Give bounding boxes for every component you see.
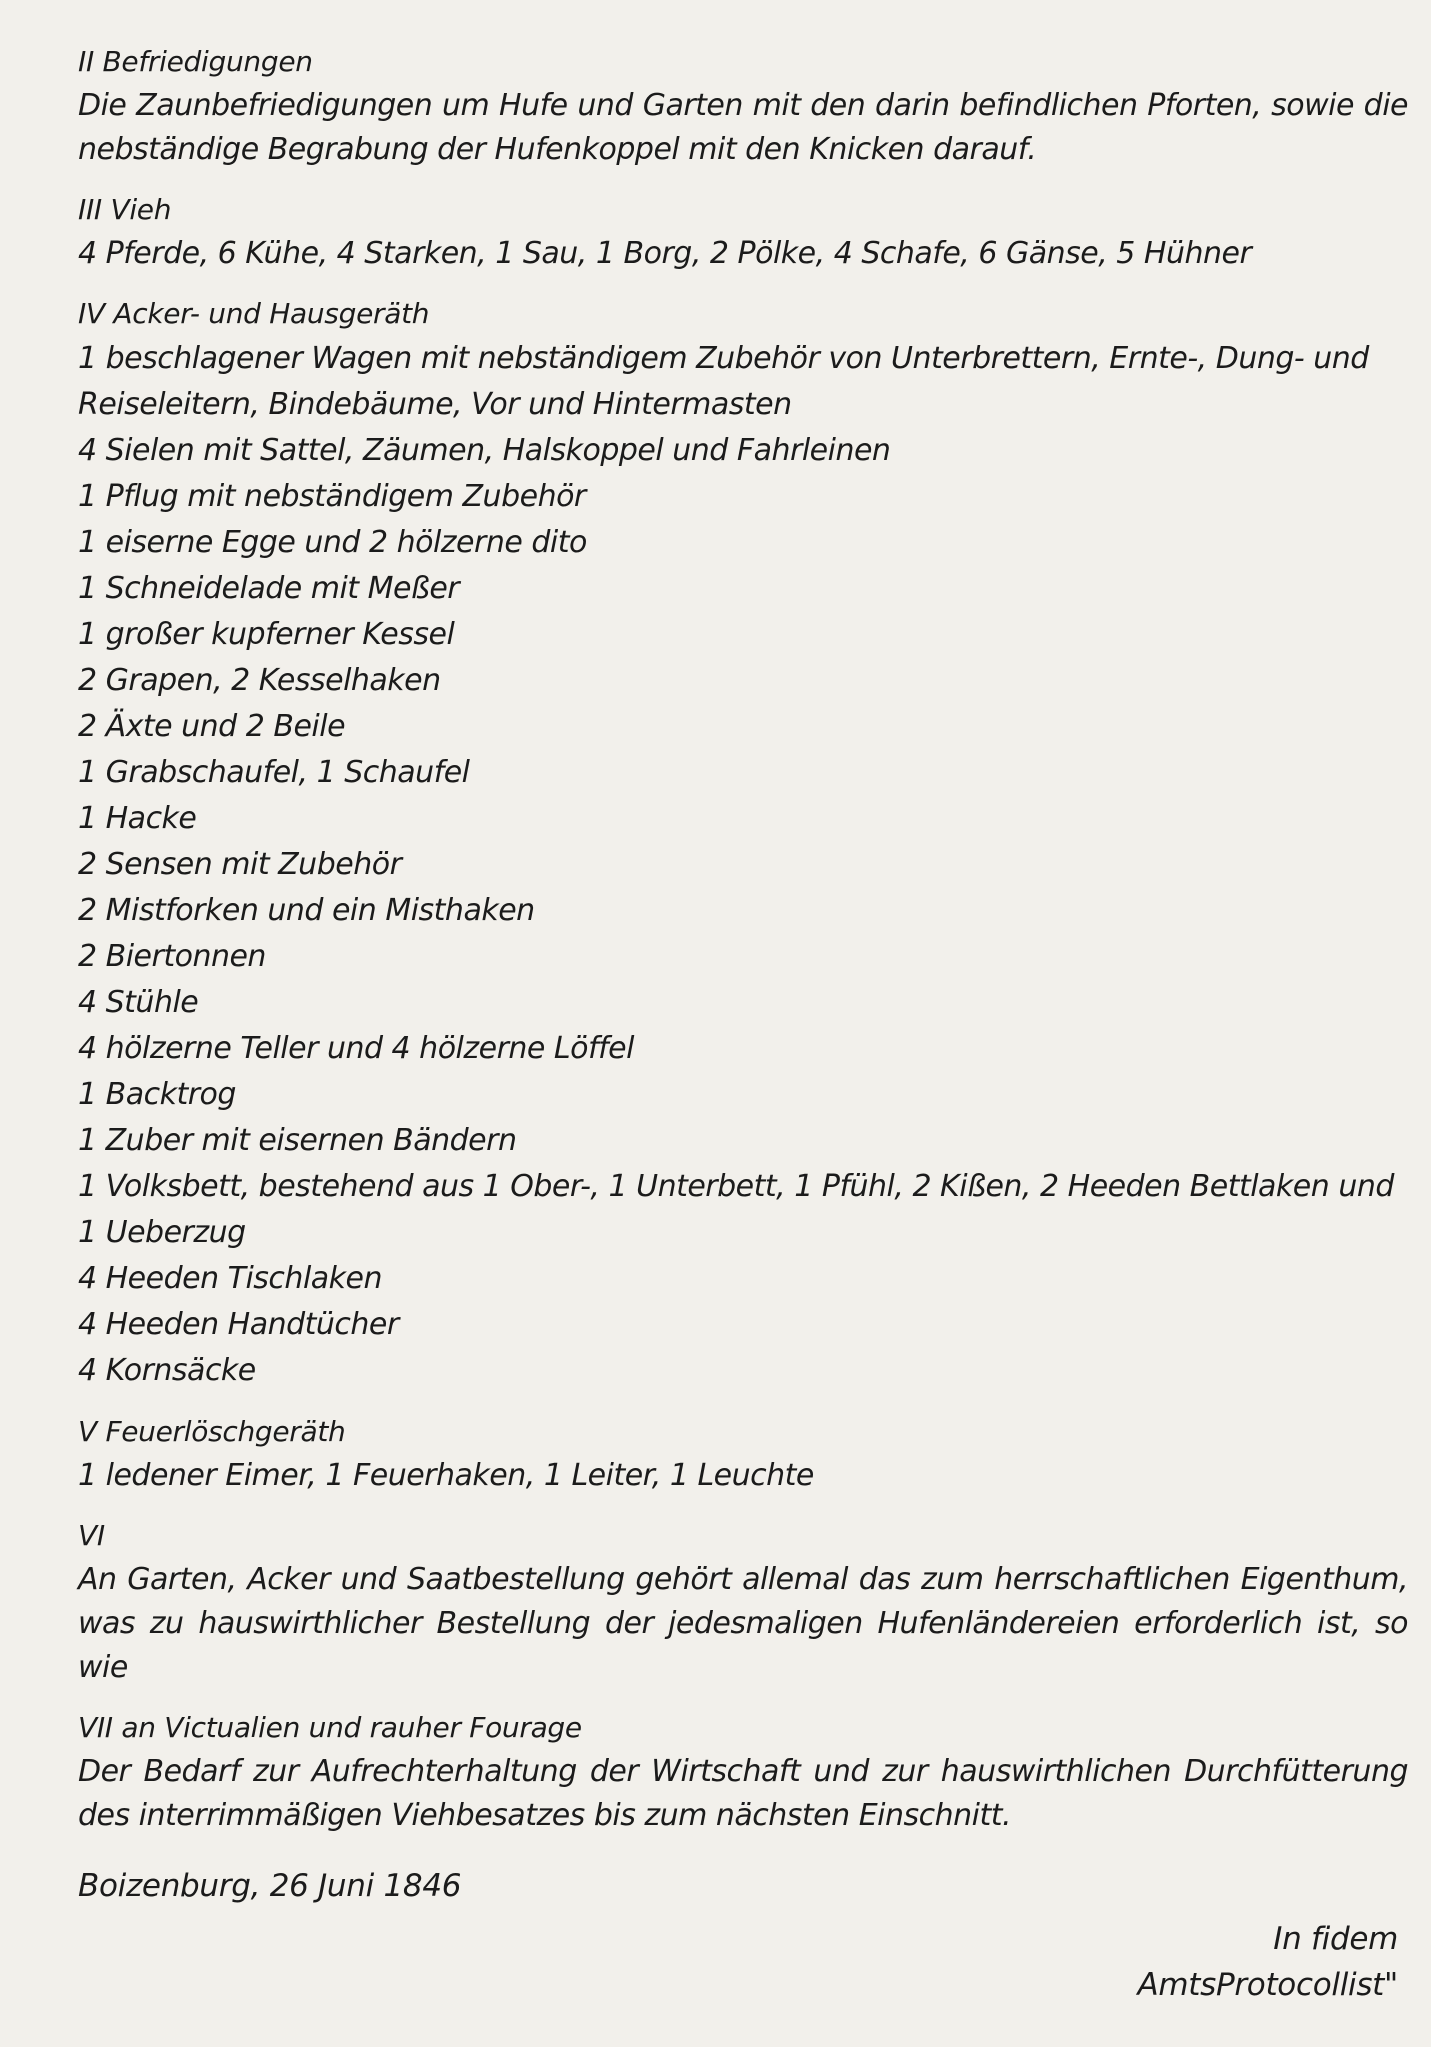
section-text: 1 ledener Eimer, 1 Feuerhaken, 1 Leiter, 1 Leuchte	[78, 1458, 814, 1493]
section-heading: V Feuerlöschgeräth	[78, 1415, 346, 1448]
document-page	[78, 40, 1408, 2030]
section-heading: VII an Victualien und rauher Fourage	[78, 1711, 582, 1744]
place-date: Boizenburg, 26 Juni 1846	[78, 1868, 462, 1904]
list-item: 1 Hacke	[78, 801, 197, 836]
list-item: 1 Backtrog	[78, 1077, 236, 1112]
section-heading: VI	[78, 1519, 105, 1552]
list-item: 2 Biertonnen	[78, 939, 266, 974]
list-item: 1 beschlagener Wagen mit nebständigem Zubehör von Unterbrettern, Ernte-, Dung- und Reiseleitern, Bindebäume, Vor und Hintermasten	[78, 341, 1369, 422]
section-feuerloeschgeraeth	[78, 1410, 1408, 1498]
list-item: 4 hölzerne Teller und 4 hölzerne Löffel	[78, 1031, 634, 1066]
list-item: 1 Pflug mit nebständigem Zubehör	[78, 479, 586, 514]
list-item: 2 Äxte und 2 Beile	[78, 709, 346, 744]
list-item: 2 Grapen, 2 Kesselhaken	[78, 663, 441, 698]
section-text: 4 Pferde, 6 Kühe, 4 Starken, 1 Sau, 1 Borg, 2 Pölke, 4 Schafe, 6 Gänse, 5 Hühner	[78, 236, 1252, 271]
section-heading: IV Acker- und Hausgeräth	[78, 297, 430, 330]
signature-title: AmtsProtocollist"	[1137, 1967, 1398, 2003]
section-text: Der Bedarf zur Aufrechterhaltung der Wirtschaft und zur hauswirthlichen Durchfütterung des interrimmäßigen Viehbesatzes bis zum nächsten Einschnitt.	[78, 1754, 1408, 1833]
list-item: 1 Zuber mit eisernen Bändern	[78, 1123, 517, 1158]
list-item: 1 eiserne Egge und 2 hölzerne dito	[78, 525, 587, 560]
list-item: 1 Grabschaufel, 1 Schaufel	[78, 755, 470, 790]
section-text: An Garten, Acker und Saatbestellung gehört allemal das zum herrschaftlichen Eigenthum, was zu hauswirthlicher Bestellung der jedesmaligen Hufenländereien erforderlich ist, so wie	[78, 1562, 1408, 1685]
section-heading: II Befriedigungen	[78, 45, 313, 78]
list-item: 2 Sensen mit Zubehör	[78, 847, 402, 882]
list-item: 4 Sielen mit Sattel, Zäumen, Halskoppel und Fahrleinen	[78, 433, 891, 468]
list-item: 4 Heeden Tischlaken	[78, 1261, 383, 1296]
list-item: 1 Schneidelade mit Meßer	[78, 571, 460, 606]
list-item: 1 großer kupferner Kessel	[78, 617, 455, 652]
signature-line: In fidem	[1273, 1921, 1398, 1957]
list-item: 4 Stühle	[78, 985, 199, 1020]
section-geraeth	[78, 292, 1408, 1394]
section-vieh	[78, 188, 1408, 276]
section-victualien	[78, 1706, 1408, 1838]
item-list	[78, 336, 1408, 1394]
list-item: 2 Mistforken und ein Misthaken	[78, 893, 535, 928]
list-item: 4 Kornsäcke	[78, 1353, 256, 1388]
signature-block	[1137, 1916, 1398, 2008]
section-six	[78, 1514, 1408, 1690]
list-item: 4 Heeden Handtücher	[78, 1307, 399, 1342]
section-text: Die Zaunbefriedigungen um Hufe und Garten mit den darin befindlichen Pforten, sowie die nebständige Begrabung der Hufenkoppel mit den Knicken darauf.	[78, 88, 1408, 167]
section-befriedigungen	[78, 40, 1408, 172]
list-item: 1 Volksbett, bestehend aus 1 Ober-, 1 Unterbett, 1 Pfühl, 2 Kißen, 2 Heeden Bettlaken und 1 Ueberzug	[78, 1169, 1394, 1250]
document-footer	[78, 1864, 1408, 2004]
section-heading: III Vieh	[78, 193, 172, 226]
